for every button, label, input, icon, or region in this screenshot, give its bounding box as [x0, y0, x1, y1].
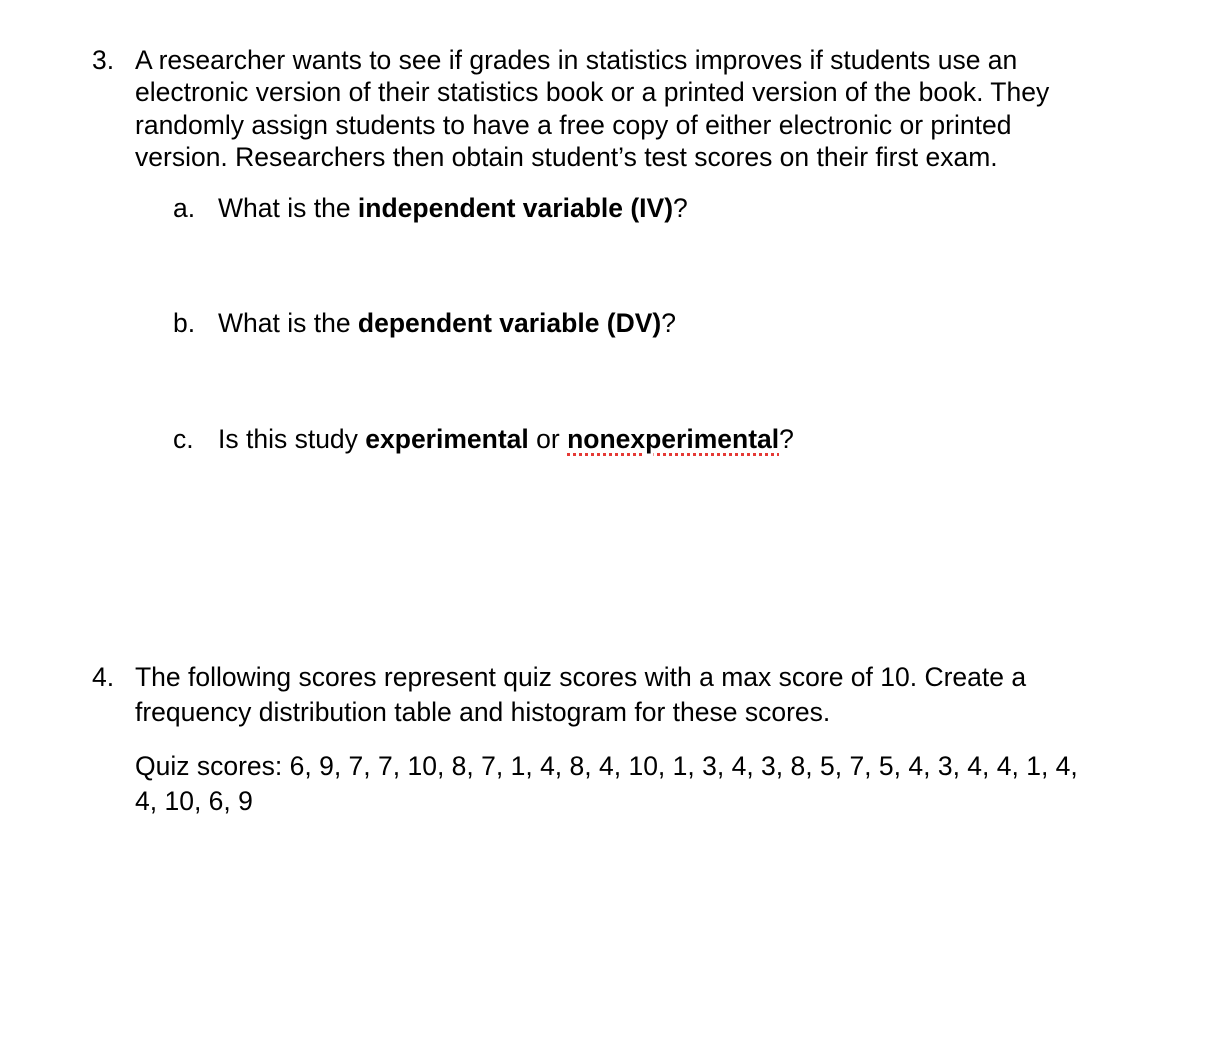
question-3c-prefix: Is this study: [218, 424, 366, 454]
question-3c-suffix: ?: [779, 424, 794, 454]
question-4-number: 4.: [92, 662, 115, 692]
question-4-line-2: frequency distribution table and histogram for these scores.: [135, 697, 831, 727]
question-3c-bold-term-nonexperimental[interactable]: nonexperimental: [567, 424, 780, 454]
quiz-scores-line-2: 4, 10, 6, 9: [135, 786, 253, 816]
question-3b-bold-term: dependent variable (DV): [357, 308, 662, 338]
question-3a-text: [218, 193, 688, 224]
question-3a-letter: a.: [173, 193, 196, 223]
question-3a-suffix: ?: [673, 193, 688, 223]
question-3c-bold-term-experimental: experimental: [365, 424, 529, 454]
question-3-line-2: electronic version of their statistics book or a printed version of the book. They: [135, 77, 1050, 107]
question-3-line-4: version. Researchers then obtain student’s test scores on their first exam.: [135, 142, 998, 172]
question-3b-prefix: What is the: [218, 308, 358, 338]
question-3a-bold-term: independent variable (IV): [357, 193, 674, 223]
question-3b-suffix: ?: [661, 308, 677, 338]
question-3-number: 3.: [92, 45, 115, 75]
question-3c-middle: or: [528, 424, 568, 454]
question-3c-letter: c.: [173, 424, 194, 454]
question-3c-text: [218, 424, 794, 455]
question-3b-text: [218, 308, 676, 339]
question-4-line-1: The following scores represent quiz scores with a max score of 10. Create a: [135, 662, 1027, 692]
question-3a-prefix: What is the: [218, 193, 358, 223]
question-3b-letter: b.: [173, 308, 196, 338]
question-3-line-1: A researcher wants to see if grades in statistics improves if students use an: [135, 45, 1018, 75]
quiz-scores-line-1: Quiz scores: 6, 9, 7, 7, 10, 8, 7, 1, 4, 8, 4, 10, 1, 3, 4, 3, 8, 5, 7, 5, 4, 3, 4, 4, 1, 4,: [135, 751, 1078, 781]
question-3-line-3: randomly assign students to have a free copy of either electronic or printed: [135, 110, 1012, 140]
